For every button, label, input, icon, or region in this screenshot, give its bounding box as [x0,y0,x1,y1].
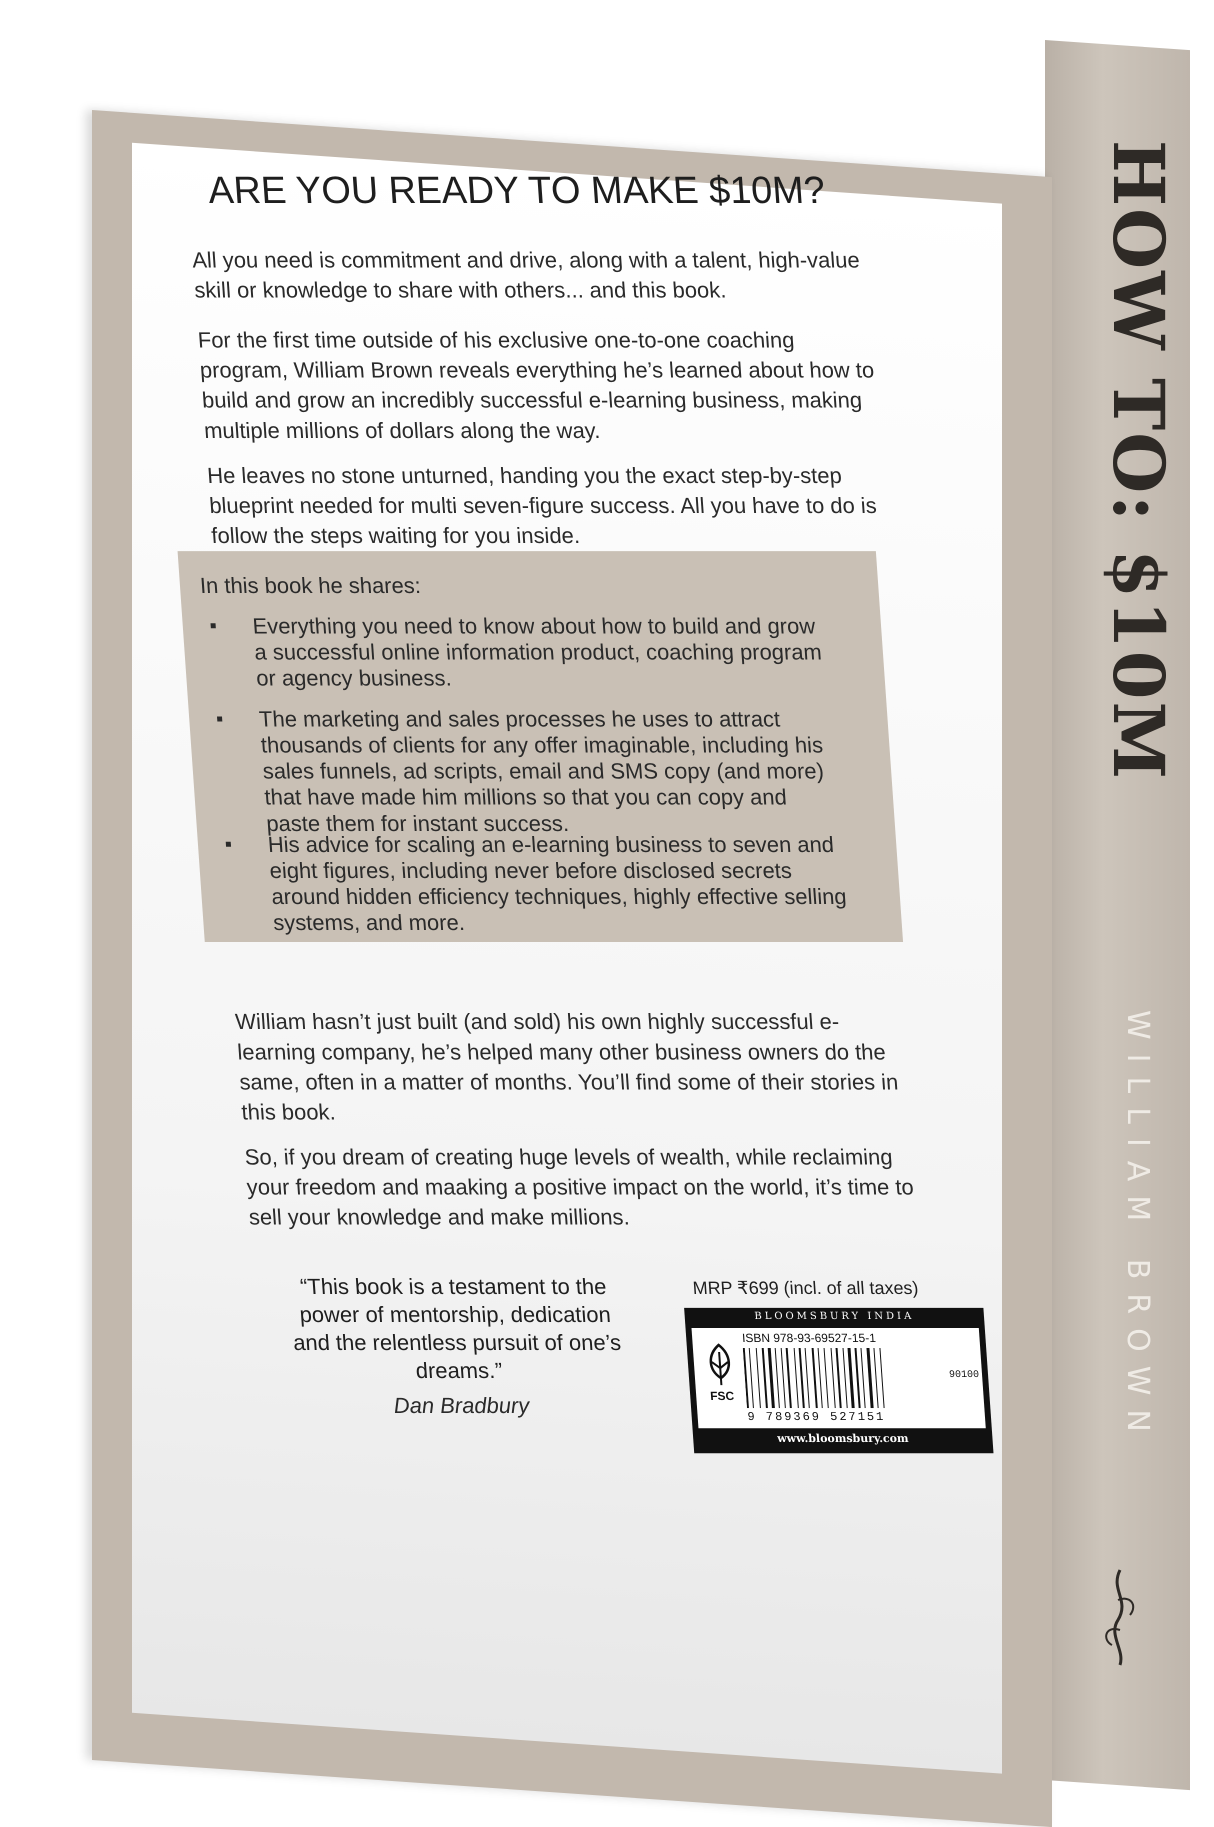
barcode-bar [848,1348,855,1408]
list-item [216,706,844,836]
barcode-bar [781,1348,786,1408]
isbn: ISBN 978-93-69527-15-1 [741,1330,877,1346]
barcode-bar [799,1348,805,1408]
barcode-bar [749,1348,754,1408]
barcode-digits: 9 789369 527151 [747,1410,886,1425]
list-item [225,832,851,936]
spine-author: WILLIAM BROWN [1120,1010,1155,1446]
barcode-bar [879,1348,884,1408]
intro-paragraph: All you need is commitment and drive, along with a talent, high-value skill or knowledge to share with others... and this book. [191,247,861,303]
description-paragraph: For the first time outside of his exclusive one-to-one coaching program, William Brown reveals everything he’s learned about how to build and grow an incredibly successful e-learning business, making multiple millions of dollars along the way. [196,327,875,443]
barcode-bar [812,1348,818,1408]
bullet-icon [226,842,231,847]
spine-title: HOW TO: $10M [1097,140,1180,781]
publisher-website: www.bloomsbury.com [776,1432,909,1446]
price-label: MRP ₹699 (incl. of all taxes) [691,1277,920,1298]
barcode-bar [743,1348,749,1408]
barcode-bar [786,1348,792,1408]
barcode-bar [768,1348,775,1408]
barcode-bar [805,1348,810,1408]
barcode-bar [831,1348,836,1408]
barcode-bars [743,1348,947,1408]
fsc-logo-icon [698,1340,743,1410]
barcode-bar [775,1348,780,1408]
list-item-text: Everything you need to know about how to build and grow a successful online information product, coaching program or agency business. [251,613,823,691]
list-item [210,613,834,691]
barcode-bar [818,1348,823,1408]
back-cover-content [92,110,1165,1764]
fsc-text: FSC [709,1389,735,1404]
endorsement-author: Dan Bradbury [392,1393,531,1419]
closing-paragraph: So, if you dream of creating huge levels of wealth, while reclaiming your freedom and maaking a positive impact on the world, it’s time to sell your knowledge and make millions. [243,1144,915,1230]
success-paragraph: William hasn’t just built (and sold) his own highly successful e-learning company, he’s helped many other business owners do the same, often in a matter of months. You’ll find some of their stories in this book. [234,1009,900,1125]
barcode-area [691,1328,985,1428]
back-cover-headline: ARE YOU READY TO MAKE $10M? [206,170,827,213]
barcode-bar [762,1348,768,1408]
publisher-name: BLOOMSBURY INDIA [754,1310,915,1322]
endorsement-quote: “This book is a testament to the power of mentorship, dedication and the relentless pursuit of one’s dreams.” [292,1273,622,1384]
price-code: 90100 [948,1370,980,1382]
barcode-bar [873,1348,878,1408]
barcode-bar [794,1348,799,1408]
bullet-icon [211,623,216,628]
barcode-bar [854,1348,860,1408]
barcode-bar [836,1348,842,1408]
barcode-bar [860,1348,865,1408]
barcode-bar [843,1348,848,1408]
bullet-icon [217,716,222,721]
shares-box [178,551,903,942]
list-item-text: His advice for scaling an e-learning business to seven and eight figures, including never before disclosed secrets around hidden efficiency techniques, highly effective selling systems, and more. [266,831,848,936]
barcode-panel [684,1308,993,1453]
barcode-bar [824,1348,829,1408]
barcode-bar [756,1348,761,1408]
barcode-bar [866,1348,873,1408]
blueprint-paragraph: He leaves no stone unturned, handing you the exact step-by-step blueprint needed for multi seven-figure success. All you have to do is follow the steps waiting for you inside. [206,462,878,549]
list-item-text: The marketing and sales processes he uses to attract thousands of clients for any offer imaginable, including his sales funnels, ad scripts, email and SMS copy (and more) that have made him millions so that you can copy and paste them for instant success. [258,706,825,836]
shares-box-title: In this book he shares: [199,573,422,599]
